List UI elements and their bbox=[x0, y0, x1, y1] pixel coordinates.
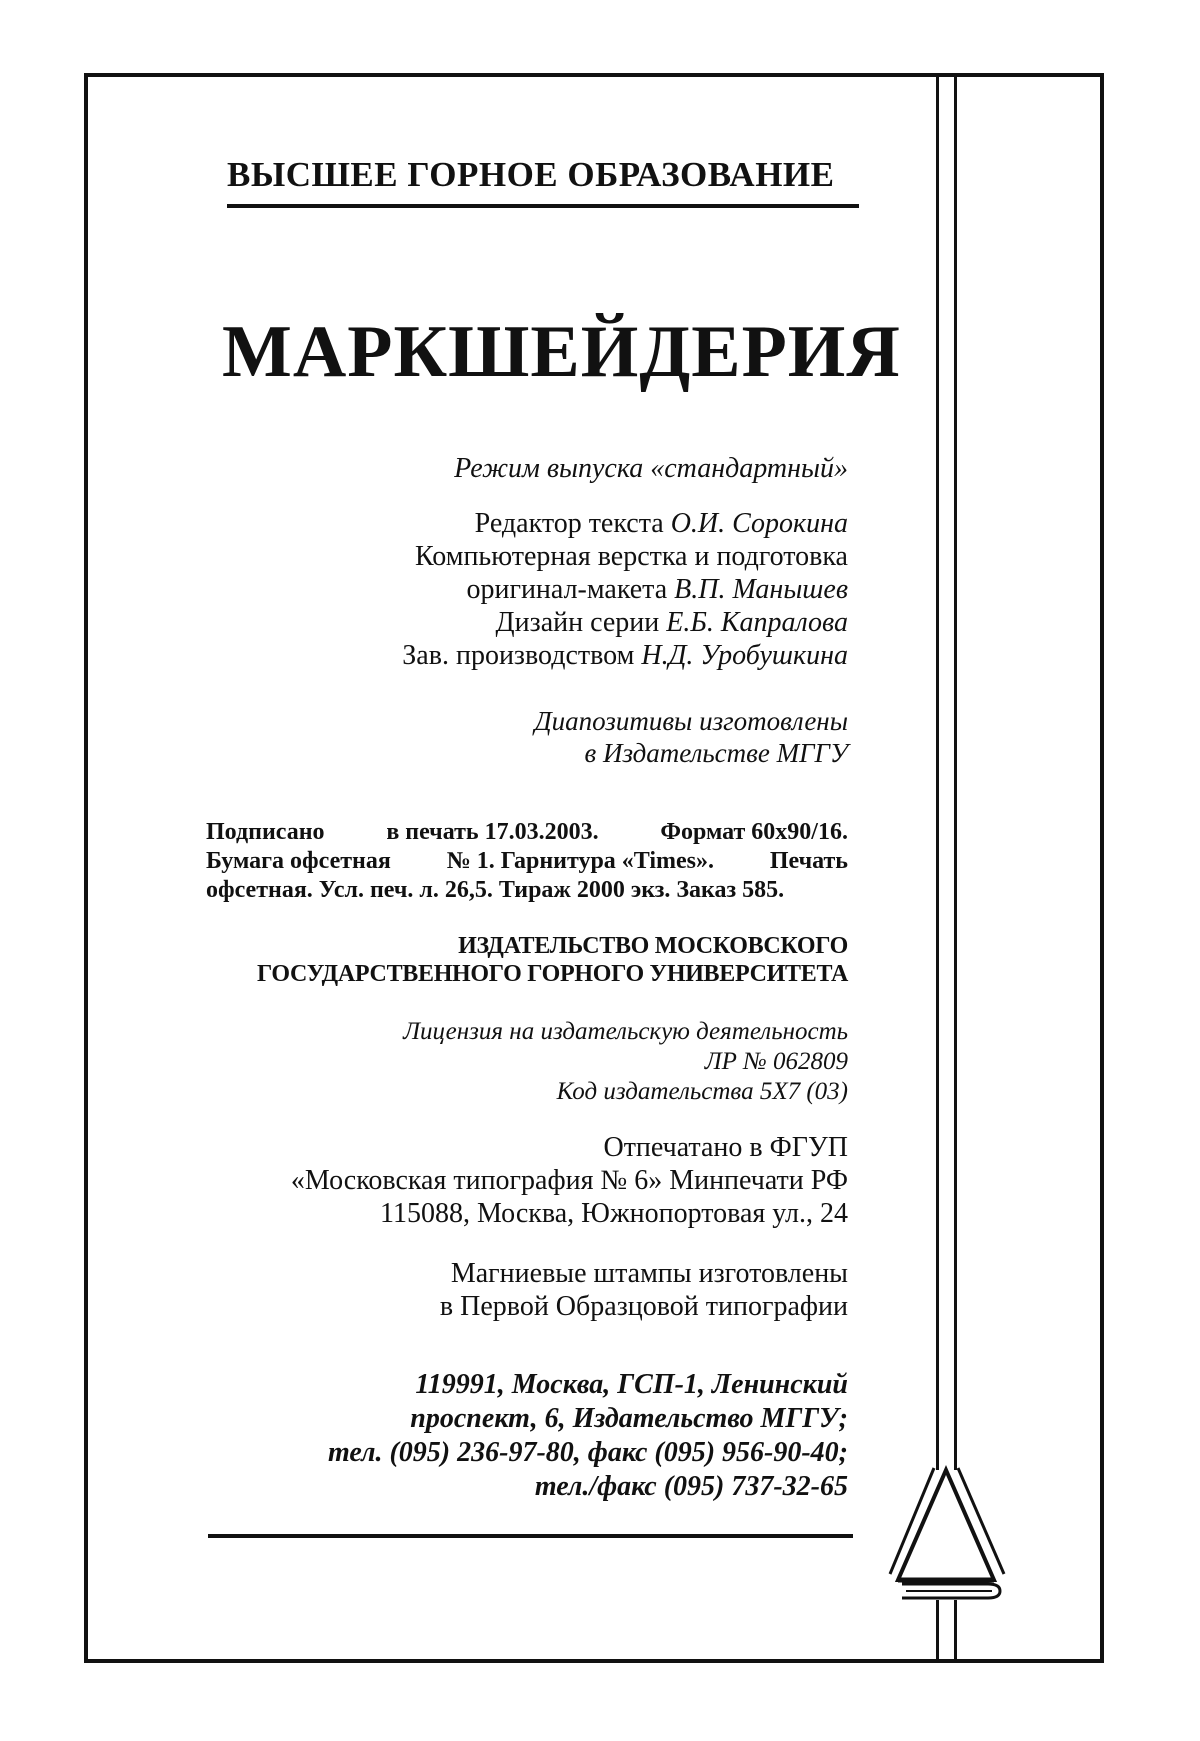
publisher-name: ИЗДАТЕЛЬСТВО МОСКОВСКОГО ГОСУДАРСТВЕННОГО ГОРНОГО УНИВЕРСИТЕТА bbox=[257, 933, 848, 987]
layout-line: Компьютерная верстка и подготовка bbox=[414, 541, 848, 572]
print-info-line-3: офсетная. Усл. печ. л. 26,5. Тираж 2000 экз. Заказ 585. bbox=[206, 877, 785, 903]
vertical-rule-right-lower bbox=[954, 1600, 957, 1662]
printed-block: Отпечатано в ФГУП «Московская типография № 6» Минпечати РФ 115088, Москва, Южнопортовая ул., 24 bbox=[290, 1132, 848, 1229]
vertical-rule-right bbox=[954, 75, 957, 1470]
stamps-block: Магниевые штампы изготовлены в Первой Образцовой типографии bbox=[439, 1258, 848, 1322]
vertical-rule-left-lower bbox=[936, 1600, 939, 1662]
series-underline bbox=[227, 204, 859, 208]
slides-note: Диапозитивы изготовлены в Издательстве МГГУ bbox=[534, 706, 848, 768]
book-title: МАРКШЕЙДЕРИЯ bbox=[222, 311, 901, 393]
vertical-rule-left bbox=[936, 75, 939, 1470]
production-line: Зав. производством Н.Д. Уробушкина bbox=[402, 640, 848, 671]
contacts-block: 119991, Москва, ГСП-1, Ленинский проспект, 6, Издательство МГГУ; тел. (095) 236-97-80, факс (095) 956-90-40; тел./факс (095) 737-32-65 bbox=[327, 1369, 848, 1502]
print-info bbox=[206, 818, 848, 905]
layout-name-line: оригинал-макета В.П. Манышев bbox=[466, 574, 848, 605]
license-block: Лицензия на издательскую деятельность ЛР № 062809 Код издательства 5Х7 (03) bbox=[403, 1018, 848, 1105]
print-info-line-1: Подписано в печать 17.03.2003. Формат 60х90/16. bbox=[206, 819, 848, 845]
publisher-logo-icon bbox=[884, 1462, 1006, 1602]
print-info-line-2: Бумага офсетная № 1. Гарнитура «Times». Печать bbox=[206, 848, 848, 874]
bottom-rule bbox=[208, 1534, 853, 1538]
design-line: Дизайн серии Е.Б. Капралова bbox=[495, 607, 848, 638]
credits-block bbox=[402, 507, 848, 672]
editor-line: Редактор текста О.И. Сорокина bbox=[474, 508, 848, 539]
release-mode: Режим выпуска «стандартный» bbox=[454, 453, 848, 484]
series-title: ВЫСШЕЕ ГОРНОЕ ОБРАЗОВАНИЕ bbox=[227, 155, 835, 194]
